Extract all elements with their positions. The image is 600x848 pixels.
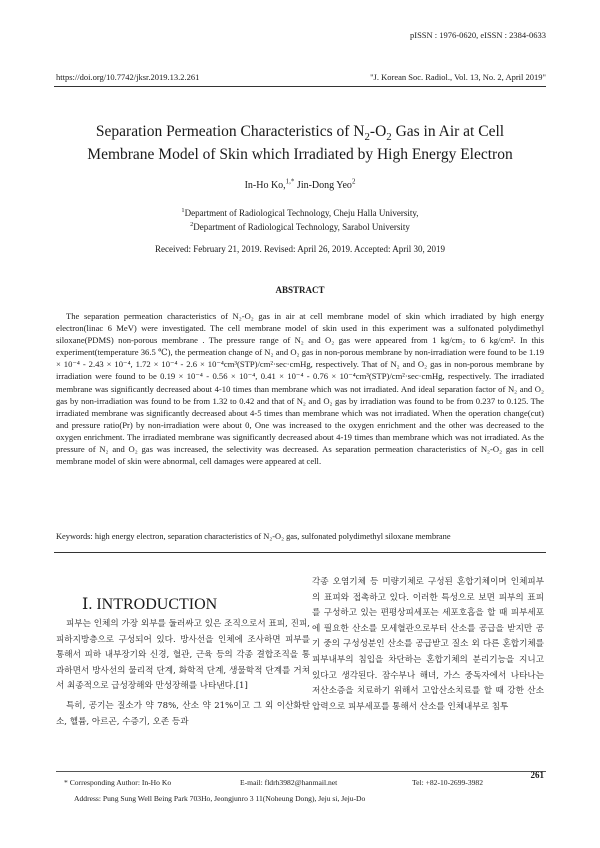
doi-link[interactable]: https://doi.org/10.7742/jksr.2019.13.2.261 [56,72,200,82]
affiliation-1: $^1$Department of Radiological Technology, Cheju Halla University, [181,207,419,218]
footer-rule [56,771,546,772]
title-line-2: Membrane Model of Skin which Irradiated by High Energy Electron [87,146,513,163]
page-number: 261 [530,770,544,780]
keywords: Keywords: high energy electron, separation characteristics of N₂-O₂ gas, sulfonated polydimethyl siloxane membrane [56,532,451,541]
title-line-1: Separation Permeation Characteristics of $N_2-O_2$ Gas in Air at Cell [95,123,505,144]
abstract-text: The separation permeation characteristics of N₂-O₂ gas in air at cell membrane model of skin which irradiated by high energy electron(linac 6 MeV) were investigated. The cell membrane model of skin used in this experiment was a sulfonated polydimethyl siloxane(PDMS) non-porous membrane . The pressure range of N₂ and O₂ gas were appeared from 1 kg/cm₂ to 6 kg/cm². In this experiment(temperature 36.5 ℃), the permeation change of N₂ and O₂ gas in non-porous membrane by non-irradiation were found to be 1.19 × 10⁻⁴ - 2.43 × 10⁻⁴, 1.72 × 10⁻⁴ - 2.6 × 10⁻⁴cm³(STP)/cm²·sec·cmHg, respectively. That of N₂ and O₂ gas in non-porous membrane by irradiation were found to be 0.19 × 10⁻⁴ - 0.56 × 10⁻⁴, 0.41 × 10⁻⁴ - 0.76 × 10⁻⁴cm³(STP)/cm²·sec·cmHg, respectively. The irradiated membrane was significantly decreased about 4-10 times than membrane which was not irradiated. And ideal separation factor of N₂ and O₂ gas by non-irradiation was found to be from 1.32 to 0.42 and that of N₂ and O₂ gas by irradiation was found to be from 0.237 to 0.125. The irradiated membrane was significantly decreased about 4-5 times than membrane which was not irradiated. When the operation change(cut) and pressure ratio(Pr) by non-irradiation were about 0, One was increased to the oxygen enrichment and the other was decreased to the oxygen enrichment. The irradiated membrane was significantly decreased about 4-19 times than membrane which was not irradiated. As the pressure of N₂ and O₂ gas was increased, the selectivity was decreased. As separation permeation characteristics of N₂-O₂ gas in cell membrane model of skin were abnormal, cell damages were appeared at cell. [56,311,544,467]
footer-address: Address: Pung Sung Well Being Park 703Ho, Jeongjunro 3 11(Noheung Dong), Jeju si, Jeju-Do [74,794,366,803]
affiliation-2: $^2$Department of Radiological Technology, Sarabol University [190,221,410,232]
introduction-heading: Ⅰ. INTRODUCTION [82,596,218,613]
affiliations [0,206,600,234]
left-column [56,617,310,730]
abstract-rule [54,552,546,553]
paper-title [40,120,560,166]
issn-line: pISSN : 1976-0620, eISSN : 2384-0633 [409,30,546,40]
intro-paragraph-1: 피부는 인체의 가장 외부를 둘러싸고 있은 조직으로서 표피, 진피, 피하지방층으로 구성되어 있다. 방사선을 인체에 조사하면 피부를 통해서 피하 내부장기와 신경, 혈관, 근육 등의 각종 결합조직을 통과하면서 방사선의 물리적 단계, 화학적 단계, 생물학적 단계를 거쳐서 최종적으로 급성장해와 만성장해를 나타낸다.[1] [56,619,310,692]
intro-paragraph-2: 특히, 공기는 질소가 약 78%, 산소 약 21%이고 그 외 이산화탄소, 헬륨, 아르곤, 수증기, 오존 등과 [56,700,310,727]
corresponding-author: * Corresponding Author: In-Ho Ko [64,778,172,787]
author-names: In-Ho Ko,$^{1,*}$ Jin-Dong Yeo$^2$ [244,177,356,191]
journal-citation: "J. Korean Soc. Radiol., Vol. 13, No. 2, April 2019" [370,72,546,82]
footer-tel: Tel: +82-10-2699-3982 [412,778,484,787]
abstract-heading: ABSTRACT [275,285,325,295]
submission-dates: Received: February 21, 2019. Revised: April 26, 2019. Accepted: April 30, 2019 [155,244,445,254]
intro-paragraph-right: 각종 오염기체 등 미량기체로 구성된 혼합기체이며 인체피부의 표피와 접촉하고 있다. 이러한 특성으로 보면 피부의 표피를 구성하고 있는 편평상피세포는 세포호흡을 할 때 피부세포에 필요한 산소를 모세혈관으로부터 산소를 공급을 받지만 공기 중의 구성성분인 산소를 공급받고 질소 외 다른 혼합기체를 피부내부의 침입을 차단하는 혼합기체의 분리기능을 지니고 있다고 생각된다. 잠수부나 해녀, 가스 중독자에서 나타나는 저산소증을 치료하기 위해서 고압산소치료를 할 때 강한 산소 압력으로 피부세포를 통해서 산소를 인체내부로 침투 [312,577,544,712]
right-column [312,575,544,715]
footer-email: E-mail: fldrh3982@hanmail.net [240,778,338,787]
author-list [0,177,600,191]
header-rule [54,86,546,87]
